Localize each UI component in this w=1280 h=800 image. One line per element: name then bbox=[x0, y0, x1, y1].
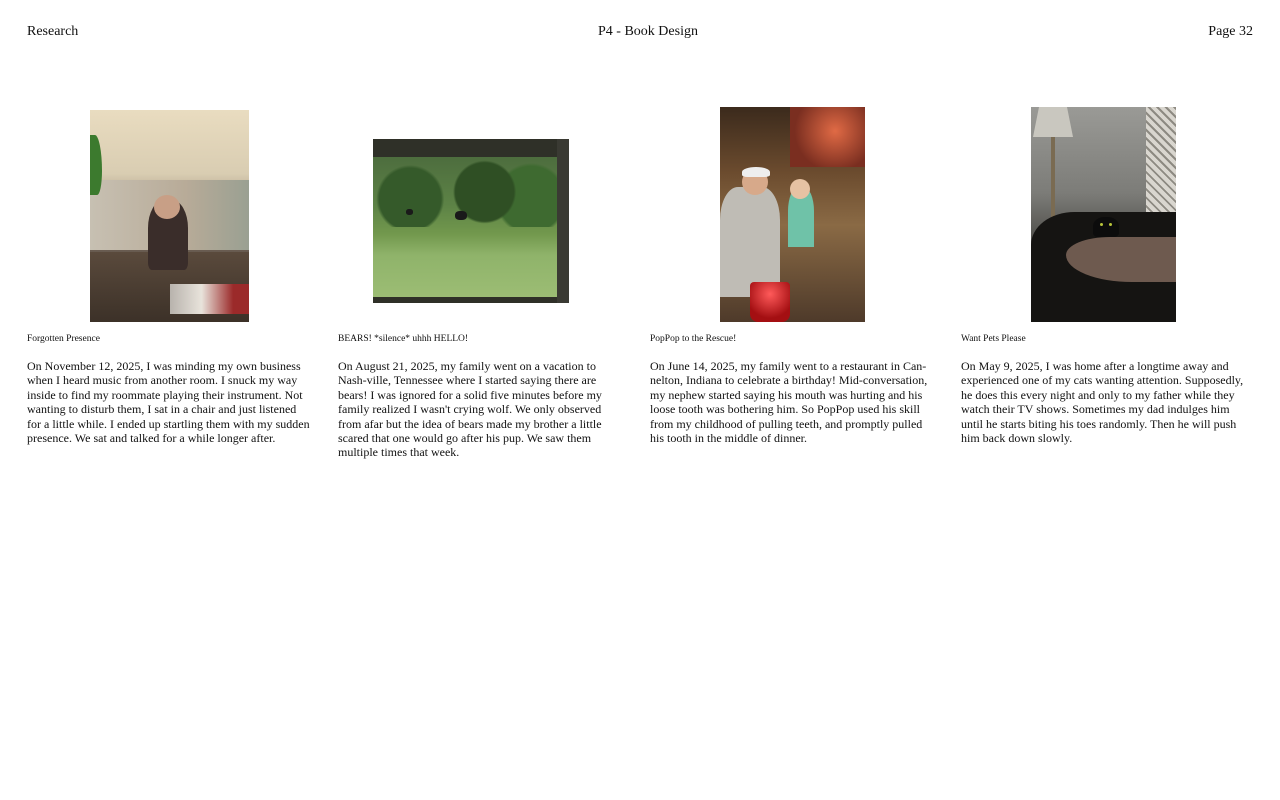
photo-restaurant bbox=[720, 107, 865, 322]
entry-column bbox=[961, 100, 1245, 445]
entry-body: On August 21, 2025, my family went on a vacation to Nash-ville, Tennessee where I started saying there are bears! I was ignored for a solid five minutes before my family realized I wasn't crying wolf. We only observed from afar but the idea of bears made my brother a little scared that one would go after his pup. We saw them multiple times that week. bbox=[338, 359, 602, 460]
entry-body: On November 12, 2025, I was minding my own business when I heard music from another room. I snuck my way inside to find my roommate playing their instrument. Not wanting to disturb them, I sat in a chair and just listened for a little while. I ended up startling them with my sudden presence. We sat and talked for a while longer after. bbox=[27, 359, 310, 446]
entry-caption: BEARS! *silence* uhhh HELLO! bbox=[338, 334, 469, 344]
page-number: Page 32 bbox=[1208, 24, 1253, 39]
section-label: Research bbox=[27, 24, 79, 39]
entry-caption: PopPop to the Rescue! bbox=[650, 334, 737, 344]
entry-caption: Want Pets Please bbox=[961, 334, 1026, 344]
photo-room bbox=[90, 110, 249, 322]
entry-body: On May 9, 2025, I was home after a longtime away and experienced one of my cats wanting attention. Supposedly, he does this every night and only to my father while they watch their TV shows. Sometimes my dad indulges him until he starts biting his toes randomly. Then he will push him back down slowly. bbox=[961, 359, 1244, 446]
photo-frame bbox=[27, 100, 311, 322]
photo-frame bbox=[650, 100, 934, 322]
photo-frame bbox=[338, 100, 622, 322]
entry-column bbox=[338, 100, 622, 460]
photo-bears bbox=[373, 139, 569, 303]
photo-cat bbox=[1031, 107, 1176, 322]
photo-frame bbox=[961, 100, 1245, 322]
entry-column bbox=[650, 100, 934, 445]
entry-caption: Forgotten Presence bbox=[27, 334, 100, 344]
entry-column bbox=[27, 100, 311, 445]
entry-body: On June 14, 2025, my family went to a restaurant in Can-nelton, Indiana to celebrate a birthday! Mid-conversation, my nephew started saying his mouth was hurting and his loose tooth was bothering him. So PopPop used his skill from my childhood of pulling teeth, and promptly pulled his tooth in the middle of dinner. bbox=[650, 359, 928, 446]
book-title: P4 - Book Design bbox=[598, 24, 698, 39]
